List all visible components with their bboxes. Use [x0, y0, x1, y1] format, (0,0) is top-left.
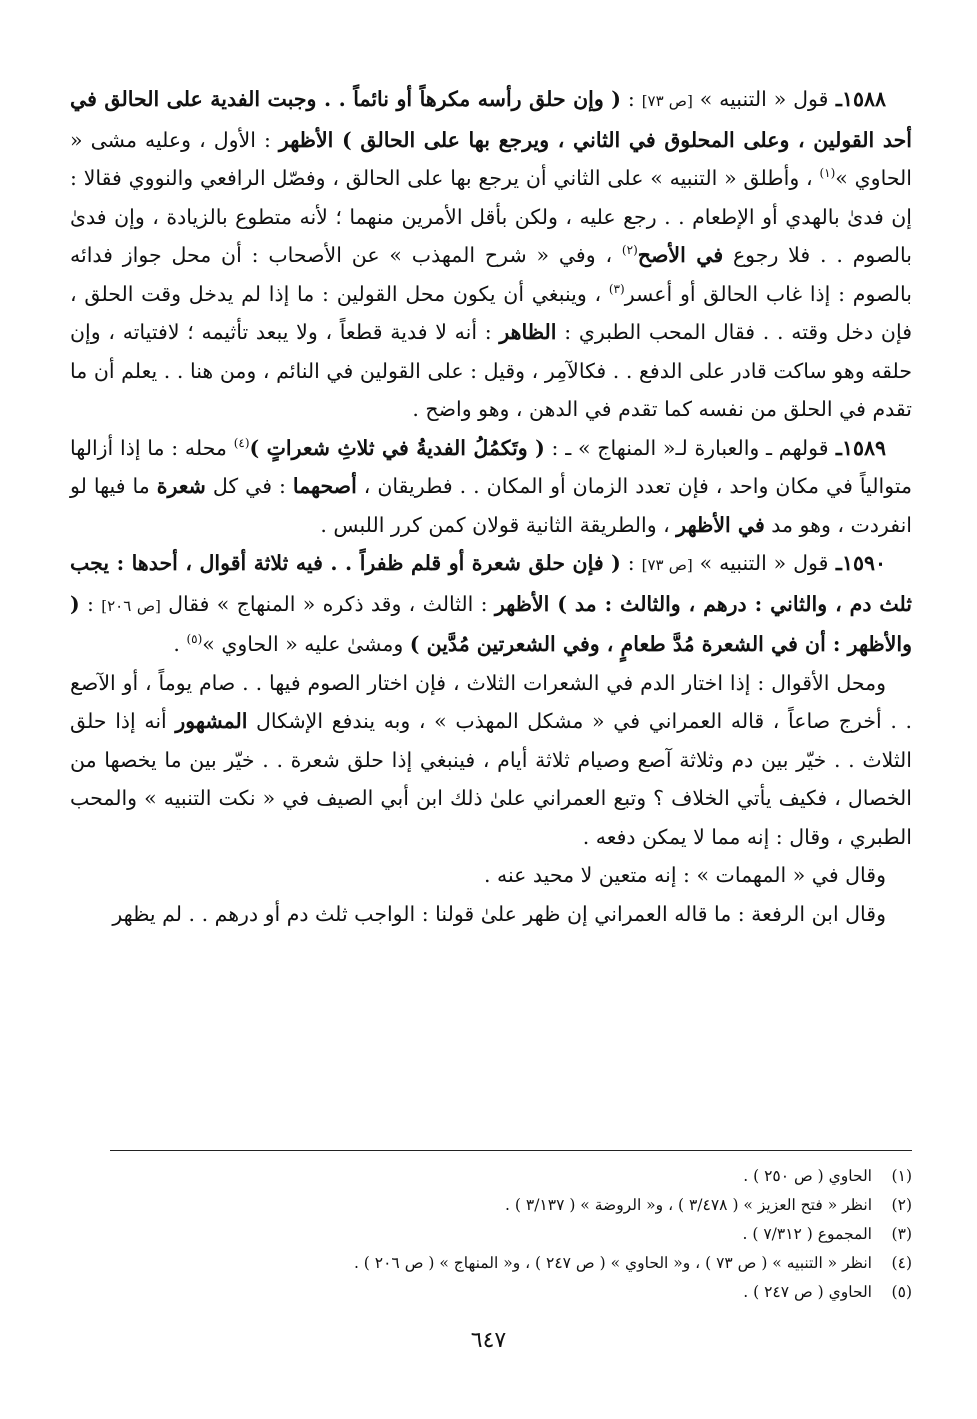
quoted-text: ( وتَكمُلُ الفديةُ في ثلاثِ شعراتٍ ) [249, 435, 545, 460]
paragraph [70, 856, 912, 895]
page-reference: [ص ٢٠٦] [101, 596, 161, 615]
footnote-ref: (٥) [186, 632, 203, 647]
text-run: : في كل [205, 474, 293, 498]
footnote-number: (٤) [891, 1254, 912, 1272]
text-run: : الثالث ، وقد ذكره « المنهاج » فقال [160, 591, 495, 616]
paragraph [70, 544, 912, 664]
footnote-divider [110, 1150, 912, 1151]
footnote-number: (٥) [891, 1283, 912, 1301]
text-run: قول « التنبيه » [692, 551, 829, 575]
quoted-text: ( وإن حلق رأسه مكرهاً أو نائماً . . وجبت الفدية على الحالق في أحد القولين ، وعلى المحلوق في الثاني ، ويرجع بها على الحالق ) الأظهر [70, 87, 912, 152]
footnote-text: انظر « التنبيه » ( ص ٧٣ ) ، و« الحاوي » ( ص ٢٤٧ ) ، و« المنهاج » ( ص ٢٠٦ ) . [353, 1254, 872, 1272]
text-run: : الأول ، وعليه مشى « الحاوي » [70, 127, 912, 190]
footnote-text: المجموع ( ٧/٣١٢ ) . [742, 1225, 872, 1243]
footnote-text: الحاوي ( ص ٢٥٠ ) . [743, 1167, 872, 1185]
footnote [110, 1278, 912, 1307]
page-reference: [ص ٧٣] [641, 556, 693, 574]
footnote-number: (٣) [891, 1225, 912, 1243]
text-run: محله : ما إذا أزالها متوالياً في مكان واحد ، فإن تعدد الزمان أو المكان . . فطريقان ، [70, 435, 912, 498]
footnote-ref: (٤) [233, 435, 250, 450]
quoted-text: ( والأظهر : أن في الشعرة مُدَّ طعامٍ ، وفي الشعرتين مُدَّين ) [70, 591, 912, 656]
footnote [110, 1162, 912, 1191]
bold-text: شعرة [156, 474, 206, 498]
page-reference: [ص ٧٣] [641, 92, 693, 110]
quoted-text: ( فإن حلق شعرة أو قلم ظفراً . . فيه ثلاثة أقوال ، أحدها : يجب ثلث دم ، والثاني : درهم ، والثالث : مد ) الأظهر [70, 551, 912, 616]
text-run: . [173, 632, 187, 656]
text-run: وقال في « المهمات » : إنه متعين لا محيد عنه . [483, 863, 886, 887]
footnote-text: انظر « فتح العزيز » ( ٣/٤٧٨ ) ، و« الروضة » ( ٣/١٣٧ ) . [505, 1196, 872, 1214]
text-run: ومشىٰ عليه « الحاوي » [202, 632, 410, 656]
footnote [110, 1249, 912, 1278]
text-run: ومحل الأقوال : إذا اختار الدم في الشعرات الثلاث ، فإن اختار الصوم فيها . . صام يوماً ، أو الآصع . . أخرج صاعاً ، قاله العمراني في « مشكل المهذب » ، وبه يندفع الإشكال [70, 670, 912, 733]
footnotes [110, 1162, 912, 1307]
text-run: ، والطريقة الثانية قولان كمن كرر اللبس . [320, 512, 677, 537]
main-text [70, 80, 912, 933]
text-run: : [621, 87, 642, 111]
text-run: : أنه لا فدية قطعاً ، ولا يبعد تأثيمه ؛ لافتياته ، وإن حلقه وهو ساكت قادر على الدفع . . فكالآمِر ، وقيل : على القولين في النائم ، ومن هنا . . يعلم أن ما تقدم في الحلق من نفسه كما تقدم في الدهن ، وهو واضح . [70, 320, 912, 421]
footnote-ref: (٣) [608, 281, 625, 296]
text-run: أنه إذا حلق الثلاث . . خيّر بين دم وثلاثة آصع وصيام ثلاثة أيام ، فينبغي إذا حلق شعرة . . خيّر بين ما يخصها من الخصال ، فكيف يأتي الخلاف ؟ وتبع العمراني علىٰ ذلك ابن أبي الصيف في « نكت التنبيه » والمحب الطبري ، وقال : إنه مما لا يمكن دفعه . [70, 709, 912, 849]
paragraph [70, 429, 912, 545]
text-run: ، وأطلق « التنبيه » على الثاني أن يرجع بها على الحالق ، وفصّل الرافعي والنووي فقالا : إن فدىٰ بالهدي أو الإطعام . . رجع عليه ، ولكن بأقل الأمرين منهما ؛ لأنه متطوع بالزيادة ، وإن فدىٰ بالصوم . . فلا رجوع [70, 166, 912, 267]
footnote-ref: (٢) [621, 243, 638, 258]
paragraph [70, 895, 912, 934]
footnote-text: الحاوي ( ص ٢٤٧ ) . [743, 1283, 872, 1301]
text-run: : [79, 591, 102, 616]
text-run: ، وفي « شرح المهذب » عن الأصحاب : أن محل جواز فدائه بالصوم : إذا غاب الحالق أو أعسر [70, 243, 913, 306]
bold-text: في الأصح [637, 243, 724, 267]
text-run: وقال ابن الرفعة : ما قاله العمراني إن ظهر علىٰ قولنا : الواجب ثلث دم أو درهم . . لم يظهر [112, 901, 886, 926]
text-run: : [620, 551, 642, 575]
footnote-number: (١) [891, 1167, 912, 1185]
paragraph [70, 80, 912, 429]
paragraph [70, 664, 912, 857]
text-run: ما فيها لو انفردت ، وهو مد [70, 474, 912, 537]
footnote-number: (٢) [891, 1196, 912, 1214]
bold-text: المشهور [175, 709, 248, 733]
page-number: ٦٤٧ [470, 1328, 507, 1353]
issue-number: ١٥٩٠ـ [828, 551, 886, 575]
text-run: ، وينبغي أن يكون محل القولين : ما إذا لم يدخل وقت الحلق ، فإن دخل وقته . . فقال المحب الطبري : [70, 281, 912, 344]
bold-text: الظاهر [499, 320, 557, 344]
text-run: قولهم ـ والعبارة لـ« المنهاج » ـ : [544, 435, 829, 460]
issue-number: ١٥٨٩ـ [828, 435, 886, 460]
bold-text: أصحهما [292, 474, 357, 498]
footnote [110, 1191, 912, 1220]
footnote-ref: (١) [819, 166, 836, 181]
text-run: قول « التنبيه » [692, 87, 829, 111]
issue-number: ١٥٨٨ـ [828, 87, 886, 111]
footnote [110, 1220, 912, 1249]
bold-text: في الأظهر [676, 512, 765, 537]
